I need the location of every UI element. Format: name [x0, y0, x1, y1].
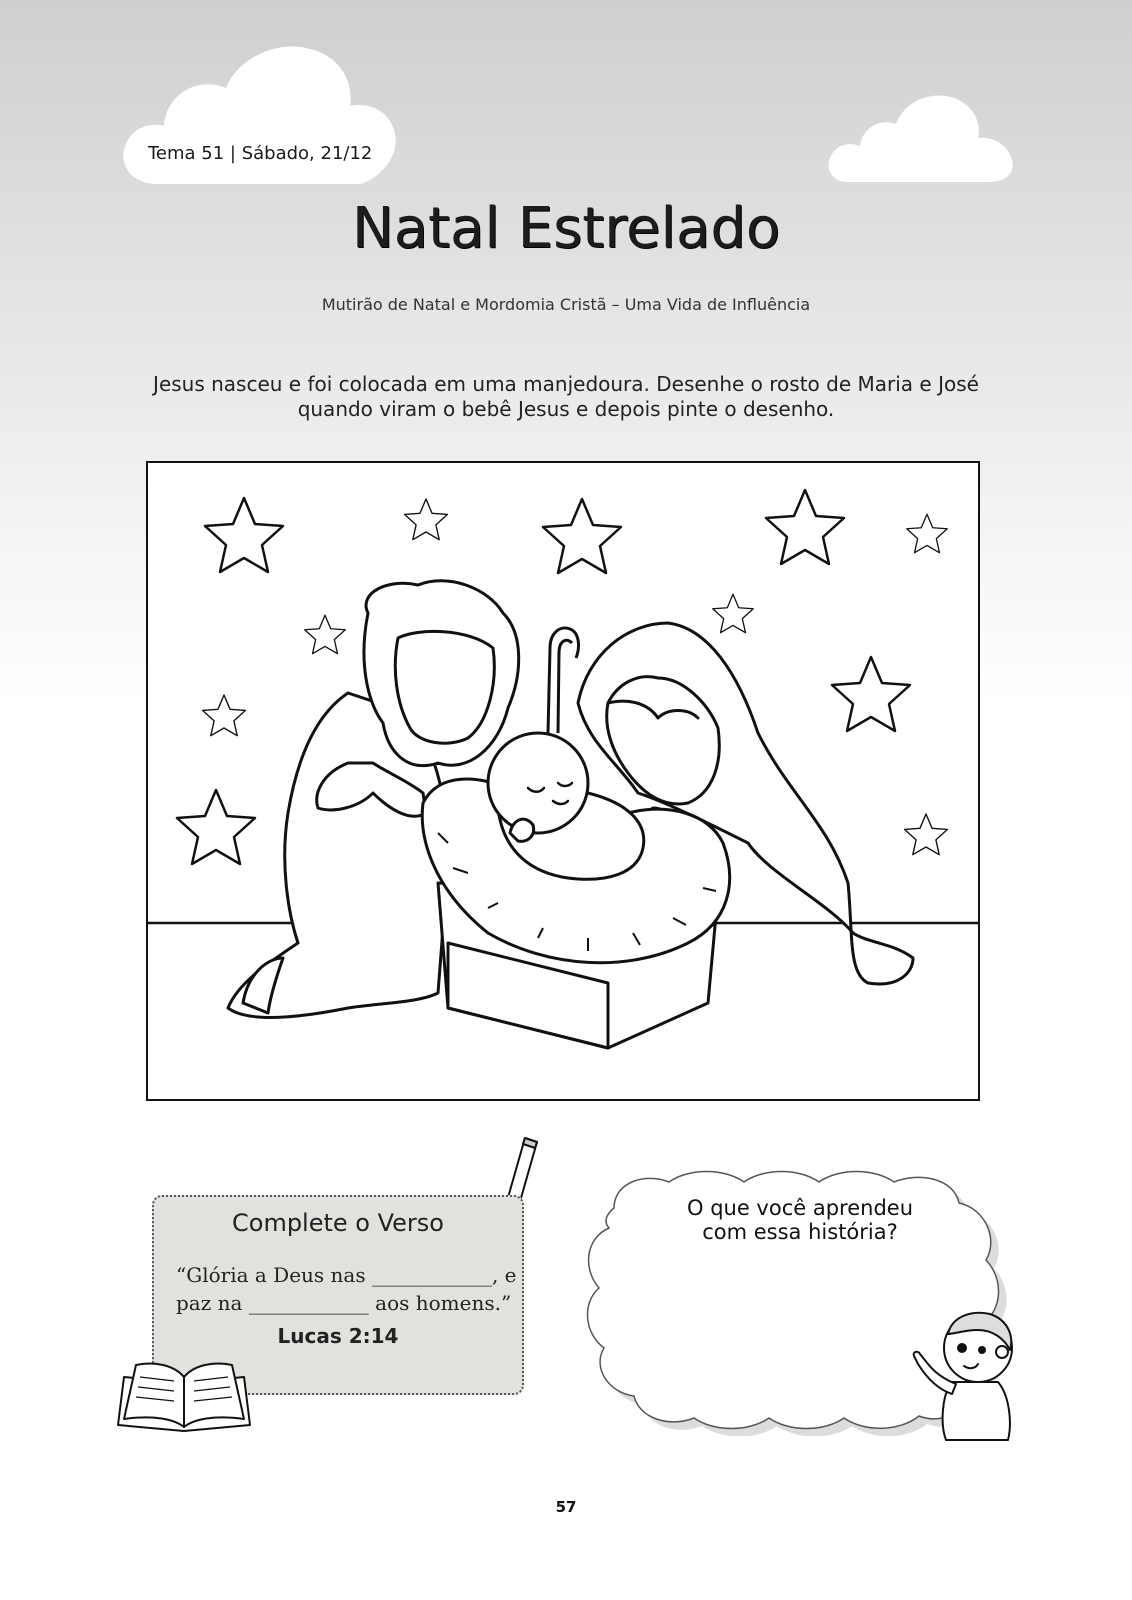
star-icon	[543, 499, 621, 573]
question-line-1: O que você aprendeu	[686, 1196, 914, 1220]
star-icon	[177, 790, 255, 864]
star-icon	[907, 514, 948, 552]
activity-instructions	[140, 372, 992, 422]
verse-line-1: “Glória a Deus nas ____________, e	[176, 1263, 517, 1287]
star-icon	[203, 695, 246, 736]
child-pointing-icon	[912, 1304, 1022, 1444]
star-icon	[405, 499, 448, 540]
star-icon	[766, 490, 844, 564]
reflection-question	[600, 1196, 1000, 1244]
star-icon	[305, 615, 346, 653]
star-icon	[713, 594, 754, 632]
page-number: 57	[555, 1498, 577, 1516]
verse-box-title: Complete o Verso	[232, 1209, 444, 1237]
verse-reference: Lucas 2:14	[277, 1324, 399, 1348]
theme-date-label: Tema 51 | Sábado, 21/12	[148, 143, 373, 164]
decorative-cloud-icon	[826, 84, 1014, 184]
shepherd-staff	[548, 628, 578, 733]
page-title: Natal Estrelado	[351, 196, 781, 261]
coloring-frame	[146, 461, 980, 1101]
star-icon	[905, 814, 948, 855]
star-icon	[205, 498, 283, 572]
question-line-2: com essa história?	[702, 1220, 898, 1244]
open-book-icon	[114, 1355, 254, 1435]
verse-line-2: paz na ____________ aos homens.”	[176, 1291, 512, 1315]
star-icon	[832, 657, 910, 731]
instructions-line-2: quando viram o bebê Jesus e depois pinte o desenho.	[297, 397, 835, 421]
nativity-illustration	[148, 463, 978, 1099]
instructions-line-1: Jesus nasceu e foi colocada em uma manjedoura. Desenhe o rosto de Maria e José	[153, 372, 979, 396]
page-subtitle: Mutirão de Natal e Mordomia Cristã – Uma Vida de Influência	[321, 295, 811, 314]
